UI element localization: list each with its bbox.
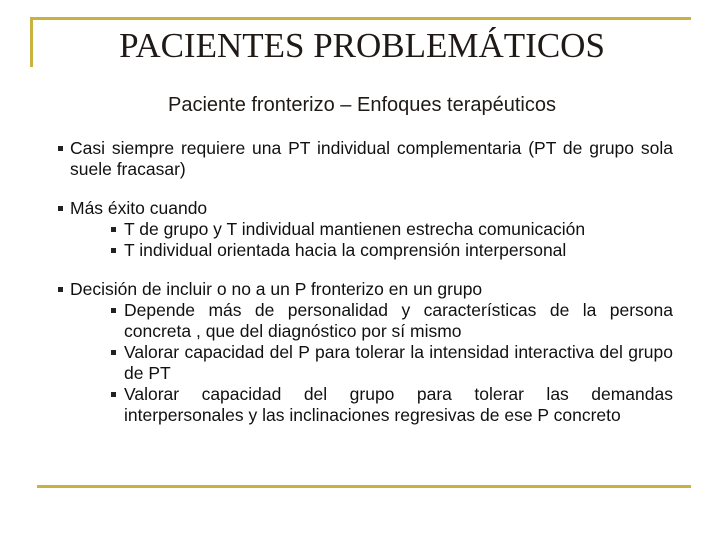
square-bullet-icon <box>111 227 116 232</box>
square-bullet-icon <box>58 146 63 151</box>
sub-bullet-item <box>70 219 673 240</box>
sub-bullet-text: Valorar capacidad del P para tolerar la intensidad interactiva del grupo de PT <box>124 342 673 383</box>
sub-bullet-text: Depende más de personalidad y características de la persona concreta , que del diagnóstico por sí mismo <box>124 300 673 341</box>
sub-bullet-text: Valorar capacidad del grupo para tolerar las demandas interpersonales y las inclinaciones regresivas de ese P concreto <box>124 384 673 425</box>
frame-top-border <box>30 17 691 20</box>
square-bullet-icon <box>58 206 63 211</box>
bullet-item <box>58 198 673 261</box>
square-bullet-icon <box>111 248 116 253</box>
bullet-list <box>58 138 673 444</box>
sub-bullet-item <box>70 300 673 342</box>
square-bullet-icon <box>111 392 116 397</box>
square-bullet-icon <box>111 308 116 313</box>
bullet-item <box>58 138 673 180</box>
sub-bullet-text: T individual orientada hacia la comprensión interpersonal <box>124 240 567 260</box>
slide-title: PACIENTES PROBLEMÁTICOS <box>119 26 605 65</box>
sub-bullet-item <box>70 240 673 261</box>
sub-bullet-list <box>70 219 673 261</box>
sub-bullet-list <box>70 300 673 426</box>
slide-subtitle: Paciente fronterizo – Enfoques terapéuticos <box>167 94 557 116</box>
frame-bottom-border <box>37 485 691 488</box>
bullet-text: Más éxito cuando <box>70 198 208 218</box>
bullet-item <box>58 279 673 426</box>
square-bullet-icon <box>58 287 63 292</box>
bullet-text: Casi siempre requiere una PT individual complementaria (PT de grupo sola suele fracasar) <box>70 138 673 179</box>
sub-bullet-item <box>70 384 673 426</box>
sub-bullet-item <box>70 342 673 384</box>
bullet-text: Decisión de incluir o no a un P fronterizo en un grupo <box>70 279 483 299</box>
square-bullet-icon <box>111 350 116 355</box>
sub-bullet-text: T de grupo y T individual mantienen estrecha comunicación <box>124 219 586 239</box>
